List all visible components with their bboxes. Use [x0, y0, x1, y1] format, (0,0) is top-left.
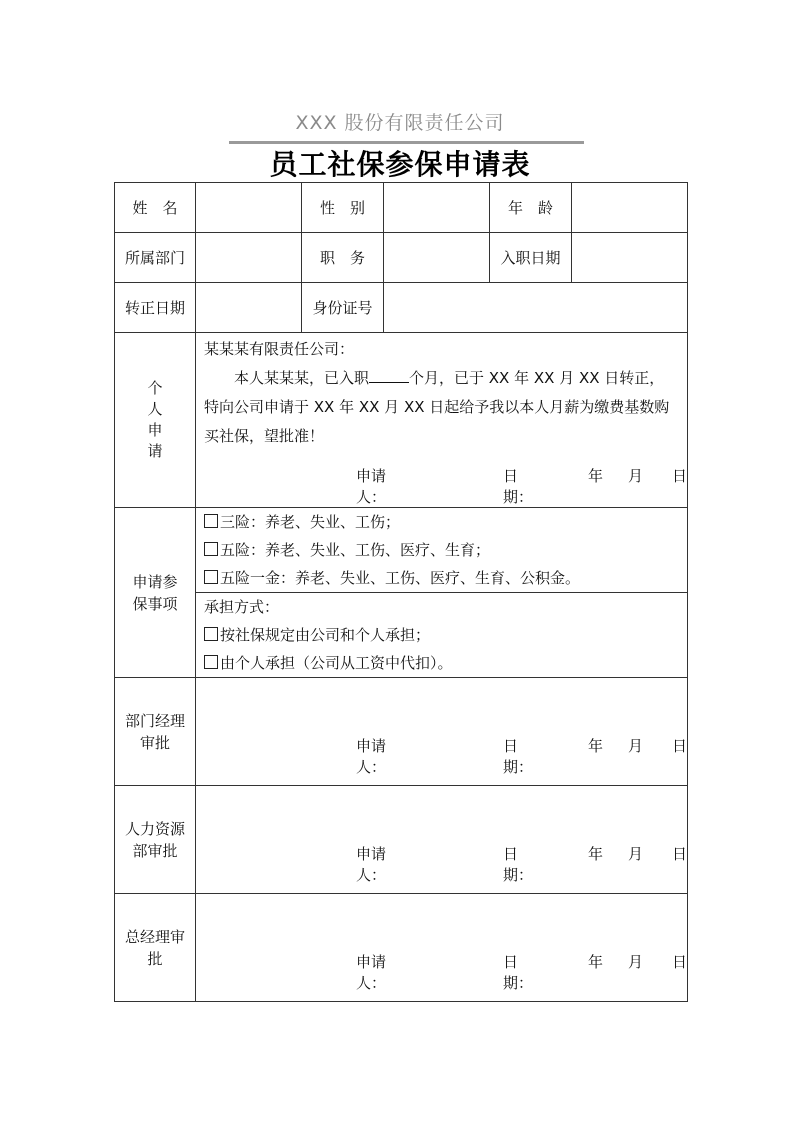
- gm-approval-label: 总经理审 批: [115, 894, 196, 1002]
- option-shared-bearing[interactable]: 按社保规定由公司和个人承担；: [196, 621, 687, 649]
- hire-date-label: 入职日期: [490, 233, 572, 283]
- form-title: 员工社保参保申请表: [269, 148, 531, 181]
- applicant-signature-row: [196, 455, 687, 507]
- option-five-insurances[interactable]: 五险：养老、失业、工伤、医疗、生育；: [196, 536, 687, 564]
- application-label: 个 人 申 请: [115, 333, 196, 508]
- checkbox[interactable]: [204, 514, 218, 528]
- bearing-title: 承担方式：: [204, 598, 280, 616]
- salutation: 某某某有限责任公司：: [204, 340, 355, 358]
- company-name: XXX 股份有限责任公司: [295, 112, 505, 134]
- months-blank[interactable]: [369, 368, 409, 383]
- checkbox[interactable]: [204, 570, 218, 584]
- gender-label: 性 别: [302, 183, 384, 233]
- bearing-options: [196, 593, 688, 678]
- id-number-label: 身份证号: [302, 283, 384, 333]
- age-field[interactable]: [572, 183, 688, 233]
- application-body: 本人某某某，已入职 个月，已于 XX 年 XX 月 XX 日转正，特向公司申请于 XX 年 XX 月 XX 日起给予我以本人月薪为缴费基数购买社保，望批准！: [204, 369, 670, 445]
- confirm-date-field[interactable]: [196, 283, 302, 333]
- insurance-options: [196, 508, 688, 593]
- month-label: 月: [627, 467, 643, 485]
- application-content[interactable]: [196, 333, 688, 508]
- day-label: 日: [671, 467, 687, 485]
- id-number-field[interactable]: [384, 283, 688, 333]
- hire-date-field[interactable]: [572, 233, 688, 283]
- signature-row: 申请人： 日期： 年 月 日: [356, 736, 687, 776]
- hr-approval-label: 人力资源 部审批: [115, 786, 196, 894]
- application-form: [114, 182, 688, 1002]
- age-label: 年 龄: [490, 183, 572, 233]
- department-label: 所属部门: [115, 233, 196, 283]
- checkbox[interactable]: [204, 655, 218, 669]
- dept-manager-approval-label: 部门经理 审批: [115, 678, 196, 786]
- gender-field[interactable]: [384, 183, 490, 233]
- signature-row: 申请人： 日期： 年 月 日: [356, 844, 687, 884]
- year-label: 年: [587, 467, 603, 485]
- applicant-label: 申请人：: [356, 467, 387, 506]
- name-label: 姓 名: [115, 183, 196, 233]
- option-five-insurances-one-fund[interactable]: 五险一金：养老、失业、工伤、医疗、生育、公积金。: [196, 564, 687, 592]
- checkbox[interactable]: [204, 542, 218, 556]
- confirm-date-label: 转正日期: [115, 283, 196, 333]
- checkbox[interactable]: [204, 627, 218, 641]
- position-label: 职 务: [302, 233, 384, 283]
- dept-manager-approval-field[interactable]: [196, 678, 688, 786]
- date-label: 日期：: [502, 467, 533, 506]
- gm-approval-field[interactable]: [196, 894, 688, 1002]
- insurance-items-label: 申请参 保事项: [115, 508, 196, 678]
- position-field[interactable]: [384, 233, 490, 283]
- option-personal-bearing[interactable]: 由个人承担（公司从工资中代扣）。: [196, 649, 687, 677]
- signature-row: 申请人： 日期： 年 月 日: [356, 952, 687, 992]
- department-field[interactable]: [196, 233, 302, 283]
- hr-approval-field[interactable]: [196, 786, 688, 894]
- option-three-insurances[interactable]: 三险：养老、失业、工伤；: [196, 508, 687, 536]
- name-field[interactable]: [196, 183, 302, 233]
